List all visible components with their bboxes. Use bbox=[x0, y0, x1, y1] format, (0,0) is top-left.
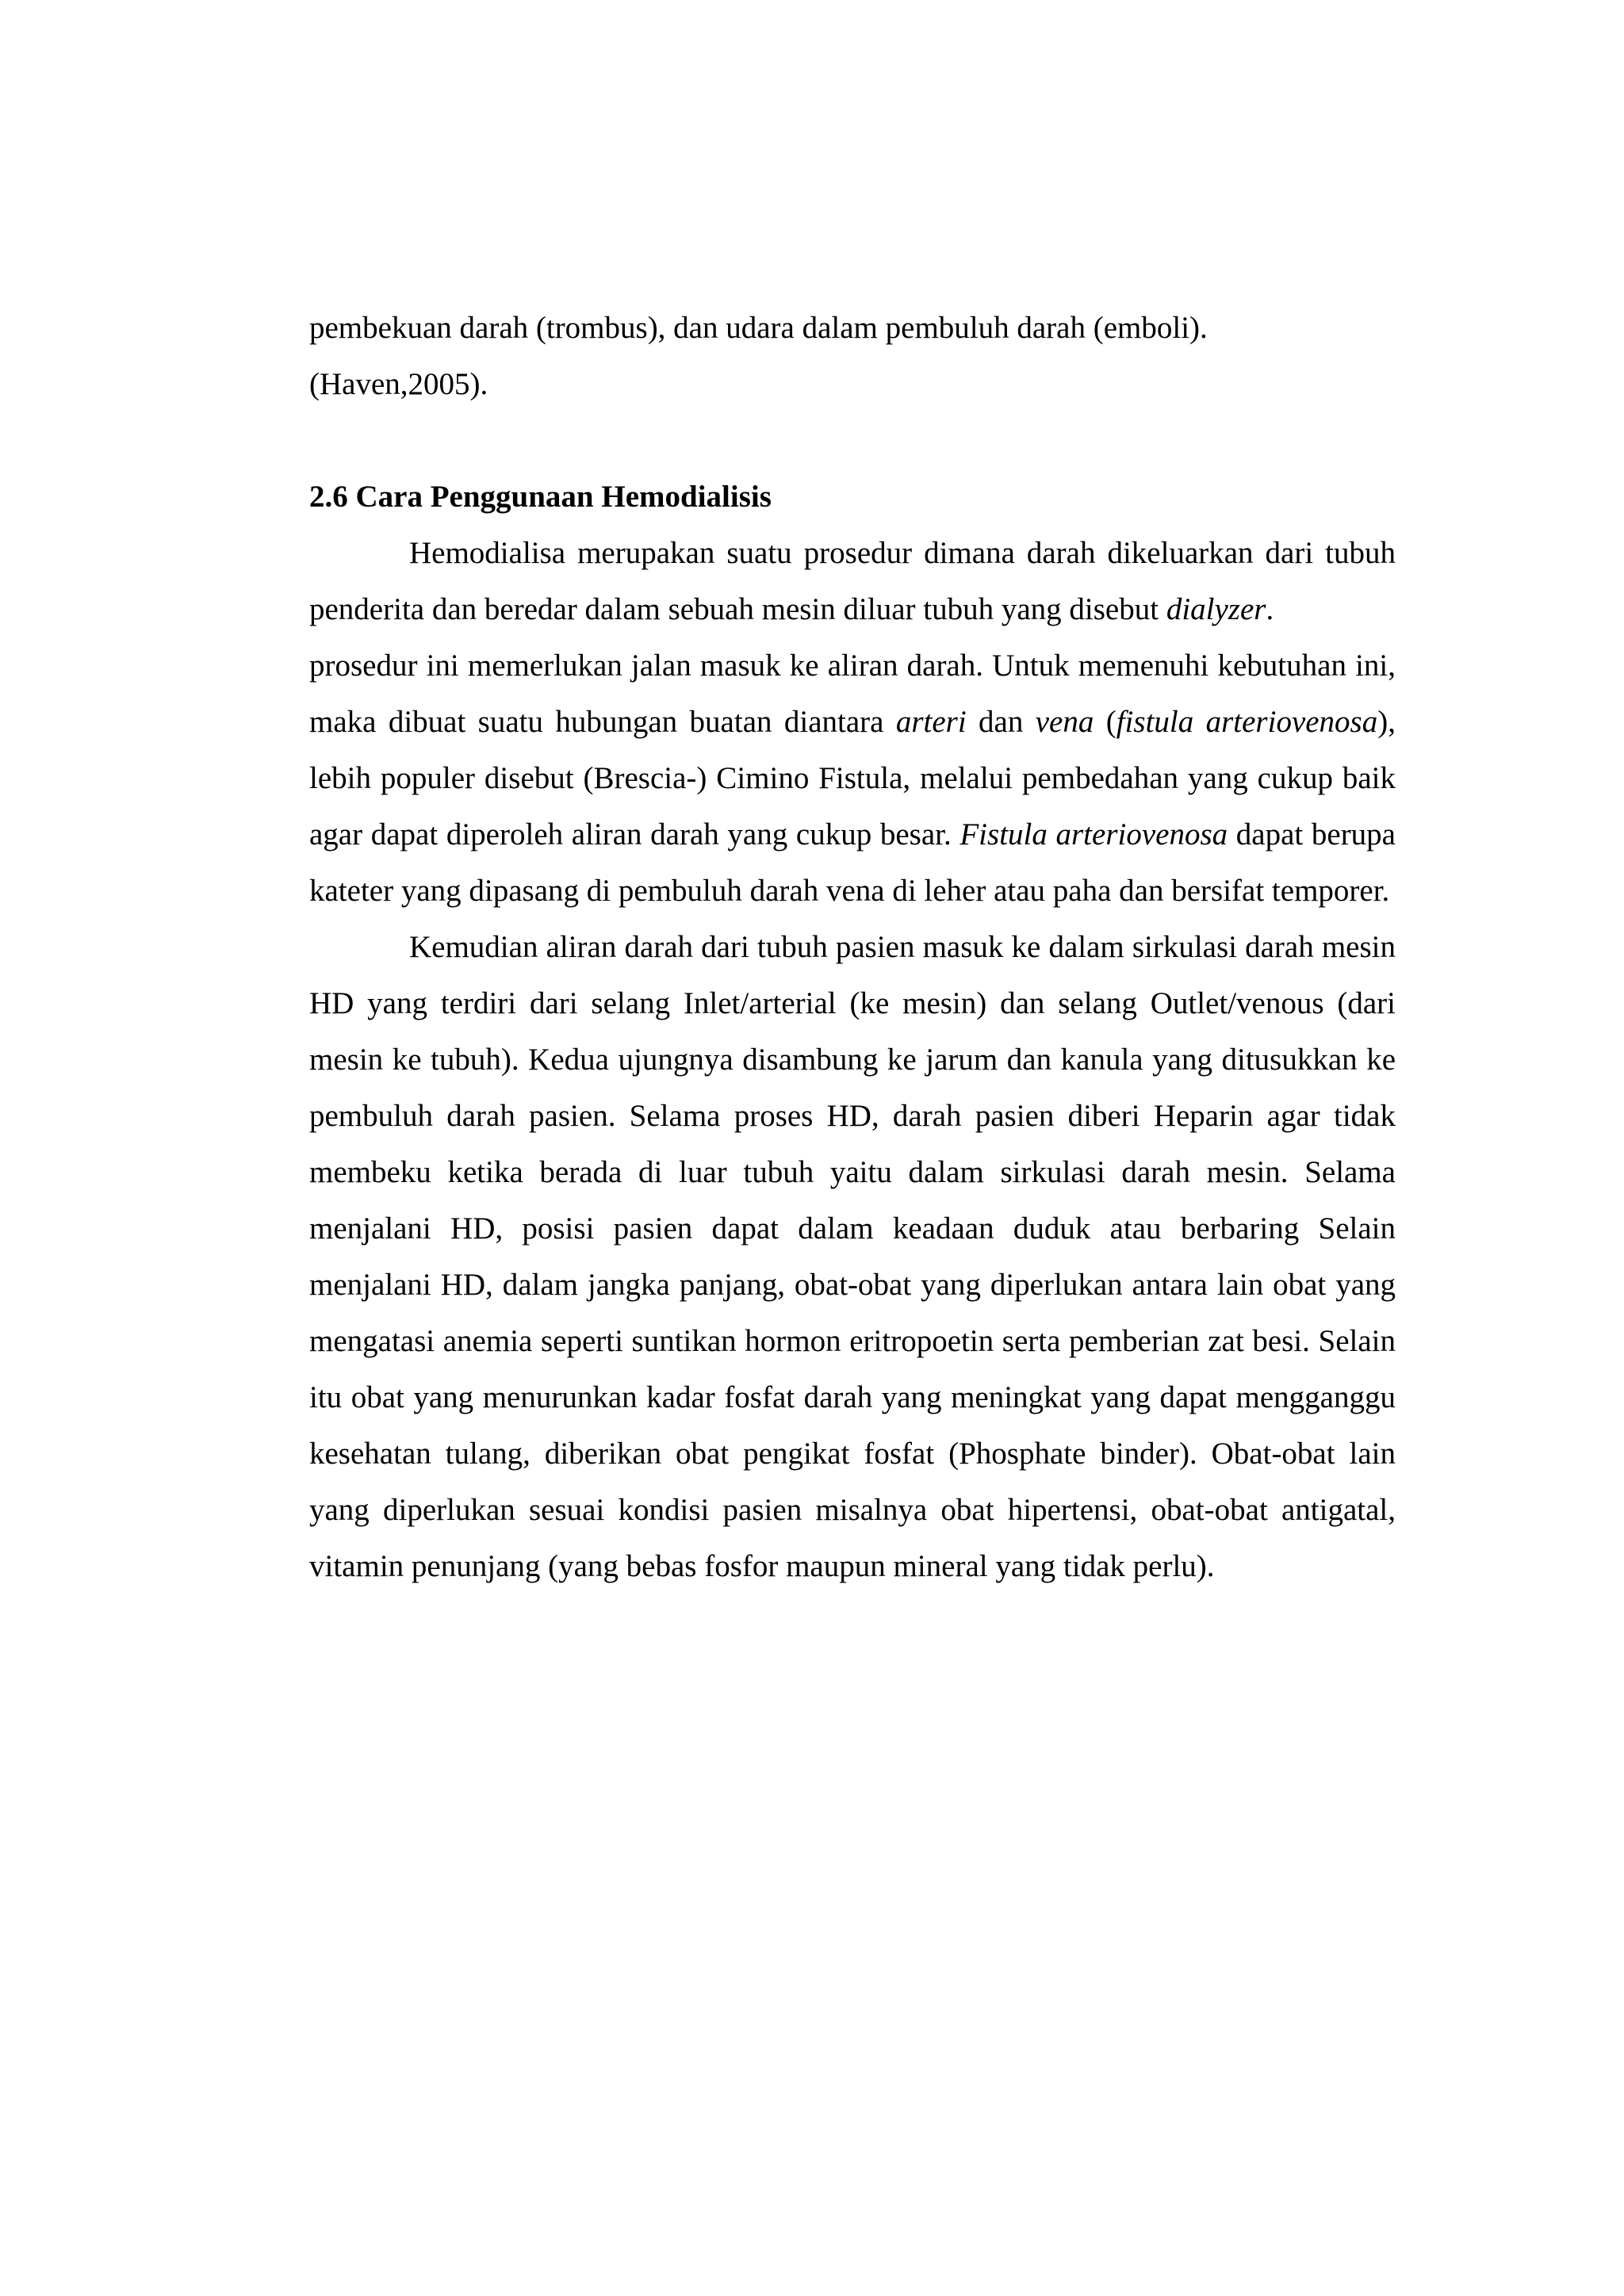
term-fistula-arteriovenosa-2: Fistula arteriovenosa bbox=[959, 817, 1228, 851]
term-arteri: arteri bbox=[895, 705, 967, 739]
term-fistula-arteriovenosa: fistula arteriovenosa bbox=[1116, 705, 1378, 739]
continuation-line-1: pembekuan darah (trombus), dan udara dalam pembuluh darah (emboli). bbox=[309, 311, 1208, 345]
paragraph-hemodialisa: Hemodialisa merupakan suatu prosedur dimana darah dikeluarkan dari tubuh penderita dan beredar dalam sebuah mesin diluar tubuh yang disebut dialyzer. bbox=[309, 536, 1396, 626]
term-dialyzer: dialyzer bbox=[1166, 592, 1266, 626]
term-vena: vena bbox=[1035, 705, 1094, 739]
paragraph-kemudian: Kemudian aliran darah dari tubuh pasien masuk ke dalam sirkulasi darah mesin HD yang terdiri dari selang Inlet/arterial (ke mesin) dan selang Outlet/venous (dari mesin ke tubuh). Kedua ujungnya disambung ke jarum dan kanula yang ditusukkan ke pembuluh darah pasien. Selama proses HD, darah pasien diberi Heparin agar tidak membeku ketika berada di luar tubuh yaitu dalam sirkulasi darah mesin. Selama menjalani HD, posisi pasien dapat dalam keadaan duduk atau berbaring Selain menjalani HD, dalam jangka panjang, obat-obat yang diperlukan antara lain obat yang mengatasi anemia seperti suntikan hormon eritropoetin serta pemberian zat besi. Selain itu obat yang menurunkan kadar fosfat darah yang meningkat yang dapat mengganggu kesehatan tulang, diberikan obat pengikat fosfat (Phosphate binder). Obat-obat lain yang diperlukan sesuai kondisi pasien misalnya obat hipertensi, obat-obat antigatal, vitamin penunjang (yang bebas fosfor maupun mineral yang tidak perlu). bbox=[309, 930, 1396, 1583]
continuation-citation: (Haven,2005). bbox=[309, 367, 488, 401]
page-content bbox=[309, 300, 1396, 1594]
section-heading: 2.6 Cara Penggunaan Hemodialisis bbox=[309, 480, 772, 514]
paragraph-prosedur: prosedur ini memerlukan jalan masuk ke aliran darah. Untuk memenuhi kebutuhan ini, maka dibuat suatu hubungan buatan diantara arteri dan vena (fistula arteriovenosa), lebih populer disebut (Brescia-) Cimino Fistula, melalui pembedahan yang cukup baik agar dapat diperoleh aliran darah yang cukup besar. Fistula arteriovenosa dapat berupa kateter yang dipasang di pembuluh darah vena di leher atau paha dan bersifat temporer. bbox=[309, 649, 1396, 908]
